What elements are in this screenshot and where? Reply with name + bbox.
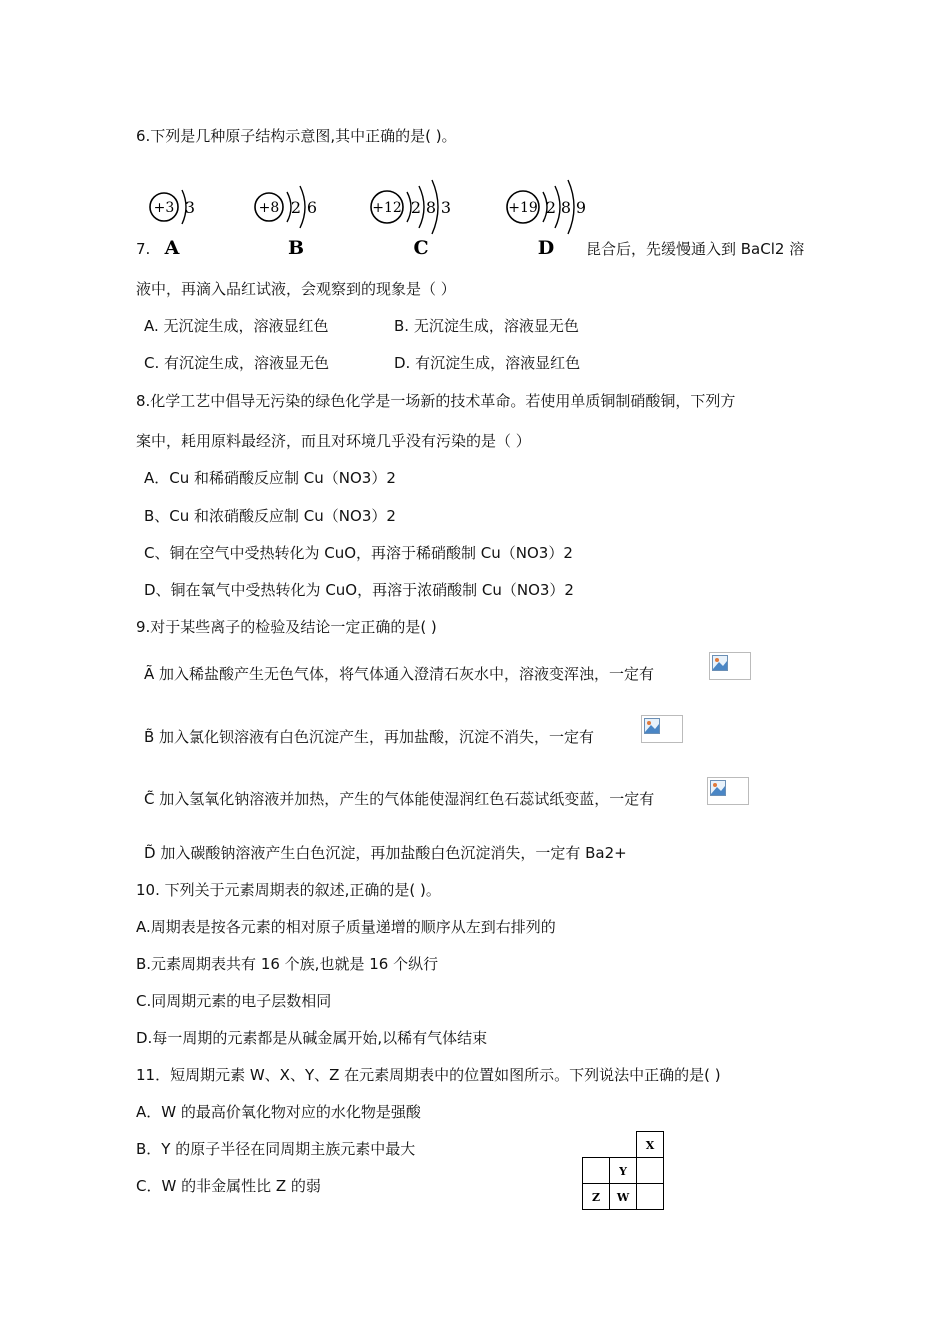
q8-option-d: D、铜在氧气中受热转化为 CuO，再溶于浓硝酸制 Cu（NO3）2 xyxy=(144,581,574,599)
atom-diagram-b xyxy=(255,186,317,228)
q8-stem-line2: 案中，耗用原料最经济，而且对环境几乎没有污染的是（ ） xyxy=(136,432,531,450)
atom-a-label: A xyxy=(164,237,180,259)
periodic-table-fragment xyxy=(582,1131,664,1211)
atom-c-label: C xyxy=(413,237,429,259)
atom-b-shell-2: 6 xyxy=(306,198,318,217)
q8-option-c: C、铜在空气中受热转化为 CuO，再溶于稀硝酸制 Cu（NO3）2 xyxy=(144,544,573,562)
atom-d-shell-3: 9 xyxy=(575,198,587,217)
q10-option-c: C.同周期元素的电子层数相同 xyxy=(136,992,332,1010)
q6-stem: 6.下列是几种原子结构示意图,其中正确的是( )。 xyxy=(136,127,457,145)
q7-option-b: B. 无沉淀生成，溶液显无色 xyxy=(394,317,579,335)
atom-a-nucleus: +3 xyxy=(153,200,175,216)
atom-d-shell-2: 8 xyxy=(560,198,572,217)
q7-option-c: C. 有沉淀生成，溶液显无色 xyxy=(144,354,330,372)
q9-option-d: D̃ 加入碳酸钠溶液产生白色沉淀，再加盐酸白色沉淀消失，一定有 Ba2+ xyxy=(144,844,627,862)
grid-cell-x: X xyxy=(645,1139,655,1152)
missing-image-icon xyxy=(707,777,749,805)
atom-b-shell-1: 2 xyxy=(290,198,302,217)
atom-a-shell-1: 3 xyxy=(184,198,196,217)
atom-c-nucleus: +12 xyxy=(372,200,402,216)
atom-c-shell-3: 3 xyxy=(440,198,452,217)
atom-d-shell-1: 2 xyxy=(545,198,557,217)
atom-diagram-a xyxy=(150,190,195,224)
q11-stem: 11．短周期元素 W、X、Y、Z 在元素周期表中的位置如图所示。下列说法中正确的是( ) xyxy=(136,1066,721,1084)
grid-cell-z: Z xyxy=(591,1191,601,1204)
q7-stem-line2: 液中，再滴入品红试液，会观察到的现象是（ ） xyxy=(136,280,456,298)
q8-option-a: A．Cu 和稀硝酸反应制 Cu（NO3）2 xyxy=(144,469,396,487)
q11-option-b: B．Y 的原子半径在同周期主族元素中最大 xyxy=(136,1140,416,1158)
q11-option-c: C．W 的非金属性比 Z 的弱 xyxy=(136,1177,321,1195)
q9-option-a: Ã 加入稀盐酸产生无色气体，将气体通入澄清石灰水中，溶液变浑浊，一定有 xyxy=(144,665,655,683)
q7-option-d: D. 有沉淀生成，溶液显红色 xyxy=(394,354,581,372)
q9-option-b: B̃ 加入氯化钡溶液有白色沉淀产生，再加盐酸，沉淀不消失，一定有 xyxy=(144,728,595,746)
atom-b-nucleus: +8 xyxy=(258,200,280,216)
q10-option-d: D.每一周期的元素都是从碱金属开始,以稀有气体结束 xyxy=(136,1029,488,1047)
grid-cell-w: W xyxy=(616,1191,630,1204)
atom-d-nucleus: +19 xyxy=(508,200,538,216)
q8-option-b: B、Cu 和浓硝酸反应制 Cu（NO3）2 xyxy=(144,507,396,525)
atom-c-shell-1: 2 xyxy=(410,198,422,217)
missing-image-icon xyxy=(641,715,683,743)
atom-diagram-d xyxy=(507,180,586,234)
q7-option-a: A. 无沉淀生成，溶液显红色 xyxy=(144,317,329,335)
atom-b-label: B xyxy=(287,237,305,259)
q7-stem-tail: 昆合后，先缓慢通入到 BaCl2 溶 xyxy=(586,240,805,258)
atom-c-shell-2: 8 xyxy=(425,198,437,217)
q10-option-b: B.元素周期表共有 16 个族,也就是 16 个纵行 xyxy=(136,955,439,973)
missing-image-icon xyxy=(709,652,751,680)
q11-option-a: A．W 的最高价氧化物对应的水化物是强酸 xyxy=(136,1103,421,1121)
q9-stem: 9.对于某些离子的检验及结论一定正确的是( ) xyxy=(136,618,437,636)
q9-option-c: C̃ 加入氢氧化钠溶液并加热，产生的气体能使湿润红色石蕊试纸变蓝，一定有 xyxy=(144,790,655,808)
atom-d-label: D xyxy=(537,237,555,259)
q10-stem: 10. 下列关于元素周期表的叙述,正确的是( )。 xyxy=(136,881,441,899)
q7-number: 7. xyxy=(136,240,151,258)
q8-stem-line1: 8.化学工艺中倡导无污染的绿色化学是一场新的技术革命。若使用单质铜制硝酸铜，下列方 xyxy=(136,392,736,410)
atom-diagram-c xyxy=(371,180,451,234)
grid-cell-y: Y xyxy=(619,1165,627,1178)
q10-option-a: A.周期表是按各元素的相对原子质量递增的顺序从左到右排列的 xyxy=(136,918,556,936)
